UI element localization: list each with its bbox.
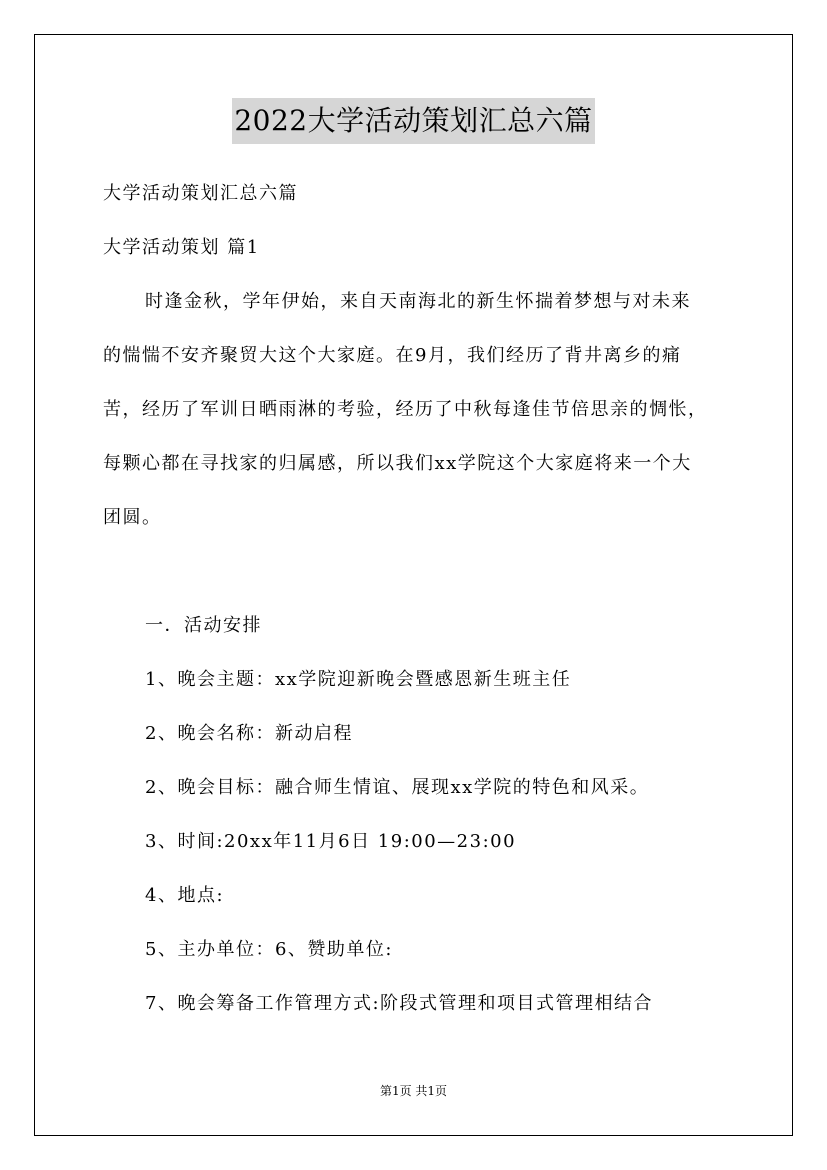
list-item: 2、晚会目标：融合师生情谊、展现xx学院的特色和风采。 [145,777,650,798]
list-item: 7、晚会筹备工作管理方式:阶段式管理和项目式管理相结合 [145,993,654,1014]
paragraph-line: 苦，经历了军训日晒雨淋的考验，经历了中秋每逢佳节倍思亲的惆怅， [103,399,708,420]
document-subtitle: 大学活动策划汇总六篇 [103,183,298,204]
list-item: 4、地点: [145,885,225,906]
list-item: 5、主办单位：6、赞助单位: [145,939,393,960]
list-item: 2、晚会名称：新动启程 [145,723,353,744]
title-container [0,98,827,144]
section-heading: 大学活动策划 篇1 [103,237,260,258]
document-title: 2022大学活动策划汇总六篇 [232,98,594,144]
list-item: 3、时间:20xx年11月6日 19:00—23:00 [145,831,517,852]
paragraph-line: 的惴惴不安齐聚贸大这个大家庭。在9月，我们经历了背井离乡的痛 [103,345,682,366]
list-item: 1、晚会主题：xx学院迎新晚会暨感恩新生班主任 [145,669,572,690]
paragraph-line: 团圆。 [103,507,162,528]
page-footer: 第1页 共1页 [379,1084,448,1098]
list-heading: 一．活动安排 [145,615,262,636]
paragraph-line: 每颗心都在寻找家的归属感，所以我们xx学院这个大家庭将来一个大 [103,453,692,474]
paragraph-line: 时逢金秋，学年伊始，来自天南海北的新生怀揣着梦想与对未来 [145,291,691,312]
